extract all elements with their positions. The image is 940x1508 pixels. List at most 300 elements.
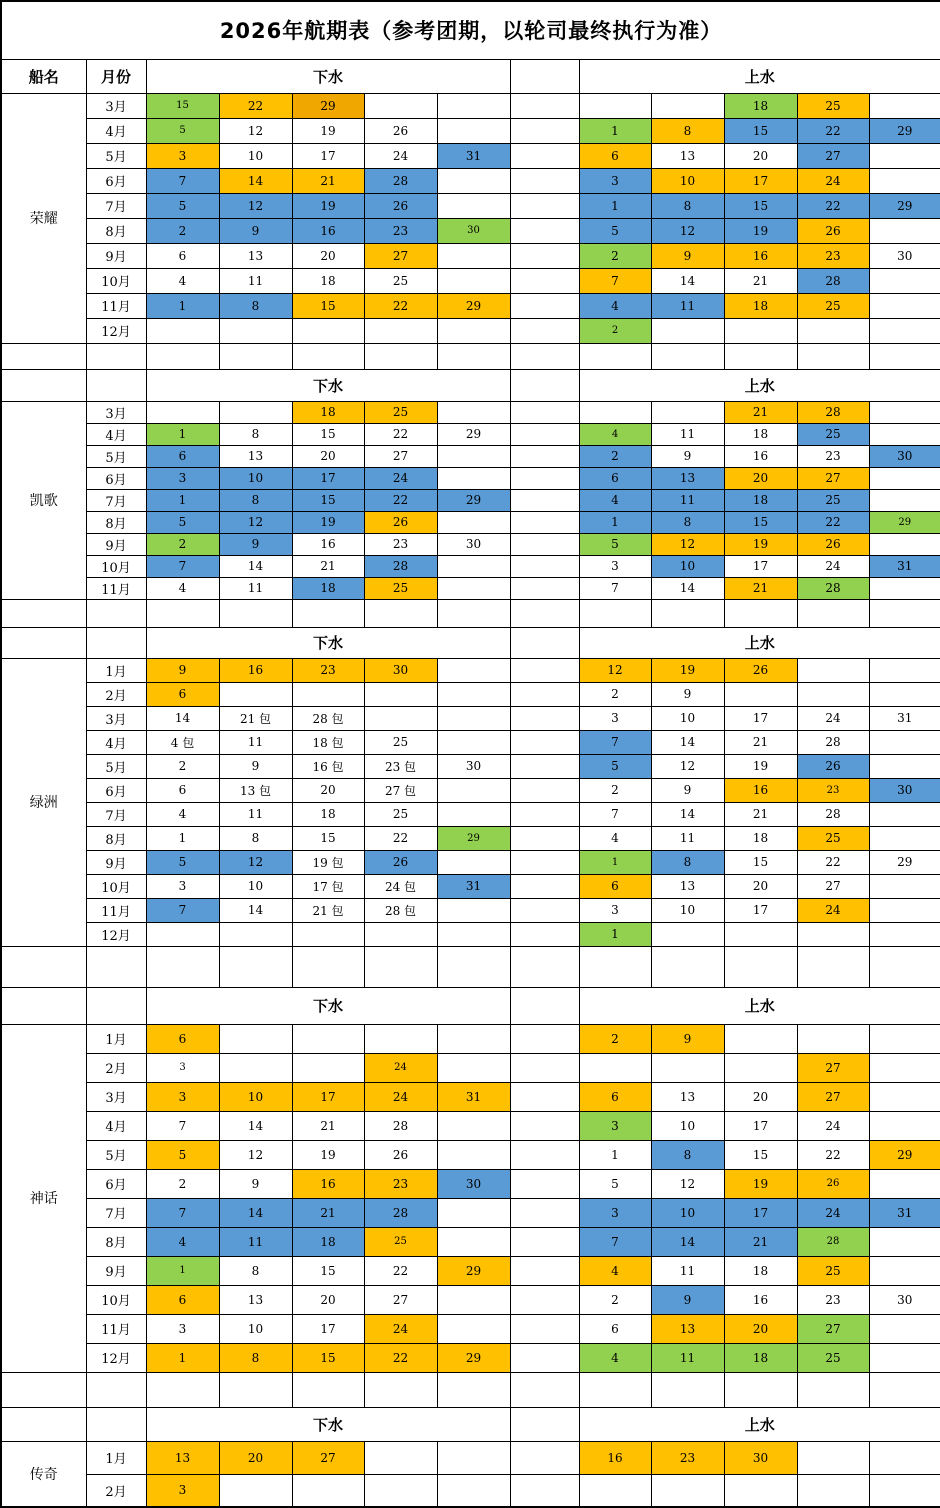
schedule-row [1, 243, 940, 268]
schedule-row [1, 318, 940, 343]
date-cell: 26 [364, 511, 437, 533]
separator-cell [510, 118, 579, 143]
date-cell: 2 [579, 778, 651, 802]
schedule-row [1, 706, 940, 730]
date-cell: 25 [797, 93, 869, 118]
schedule-row [1, 850, 940, 874]
date-cell: 27 [797, 874, 869, 898]
date-cell [724, 1053, 797, 1082]
spacer-cell [437, 599, 510, 627]
separator-cell [510, 268, 579, 293]
date-cell [869, 658, 940, 682]
date-cell [437, 318, 510, 343]
separator-cell [510, 445, 579, 467]
spacer-cell [797, 599, 869, 627]
month-cell: 8月 [86, 511, 146, 533]
date-cell: 1 [146, 489, 219, 511]
date-cell: 5 [146, 193, 219, 218]
date-cell: 22 [364, 293, 437, 318]
date-cell [869, 802, 940, 826]
section-header-row [1, 1407, 940, 1441]
separator-cell [510, 1441, 579, 1474]
date-cell: 14 [219, 168, 292, 193]
date-cell: 24 [797, 1198, 869, 1227]
date-cell: 6 [579, 1314, 651, 1343]
date-cell: 8 [651, 850, 724, 874]
date-cell [869, 1082, 940, 1111]
date-cell: 22 [364, 1256, 437, 1285]
date-cell: 22 [797, 1140, 869, 1169]
date-cell: 1 [579, 1140, 651, 1169]
date-cell: 21 包 [219, 706, 292, 730]
date-cell: 25 [364, 1227, 437, 1256]
separator-cell [510, 489, 579, 511]
date-cell [724, 682, 797, 706]
header-up: 上水 [579, 369, 940, 401]
date-cell: 3 [579, 168, 651, 193]
date-cell: 18 [724, 293, 797, 318]
separator-cell [510, 577, 579, 599]
date-cell: 28 包 [364, 898, 437, 922]
separator-cell [510, 1198, 579, 1227]
date-cell [437, 1285, 510, 1314]
schedule-row [1, 826, 940, 850]
schedule-row [1, 1169, 940, 1198]
date-cell: 25 [797, 293, 869, 318]
date-cell: 29 [869, 118, 940, 143]
date-cell: 27 [292, 1441, 364, 1474]
date-cell: 24 [797, 555, 869, 577]
separator-cell [510, 533, 579, 555]
date-cell: 15 [724, 118, 797, 143]
date-cell: 23 [797, 243, 869, 268]
date-cell: 13 [219, 1285, 292, 1314]
date-cell: 28 [797, 730, 869, 754]
spacer-cell [437, 343, 510, 369]
date-cell [724, 1024, 797, 1053]
date-cell: 3 [579, 1198, 651, 1227]
schedule-row [1, 577, 940, 599]
date-cell: 6 [579, 1082, 651, 1111]
date-cell: 12 [219, 511, 292, 533]
date-cell: 3 [146, 1082, 219, 1111]
month-cell: 6月 [86, 168, 146, 193]
spacer-cell [651, 946, 724, 987]
date-cell [219, 1053, 292, 1082]
spacer-row [1, 1372, 940, 1407]
date-cell [869, 1024, 940, 1053]
date-cell: 1 [146, 293, 219, 318]
separator-cell [510, 1169, 579, 1198]
spacer-cell [1, 599, 86, 627]
date-cell: 18 [724, 93, 797, 118]
spacer-cell [86, 946, 146, 987]
date-cell: 18 包 [292, 730, 364, 754]
date-cell [797, 922, 869, 946]
spacer-cell [724, 599, 797, 627]
date-cell: 4 [146, 1227, 219, 1256]
date-cell: 13 [146, 1441, 219, 1474]
schedule-row [1, 467, 940, 489]
separator-cell [510, 1227, 579, 1256]
date-cell: 3 [146, 467, 219, 489]
separator-cell [510, 802, 579, 826]
date-cell: 29 [869, 850, 940, 874]
date-cell: 29 [437, 423, 510, 445]
date-cell: 30 [869, 243, 940, 268]
date-cell: 24 [797, 1111, 869, 1140]
date-cell [869, 1314, 940, 1343]
date-cell: 14 [219, 1111, 292, 1140]
date-cell [869, 93, 940, 118]
date-cell: 25 [364, 401, 437, 423]
date-cell: 26 [797, 1169, 869, 1198]
date-cell: 16 [724, 778, 797, 802]
date-cell: 24 [364, 143, 437, 168]
separator-cell [510, 706, 579, 730]
spacer-cell [437, 946, 510, 987]
date-cell: 21 [292, 168, 364, 193]
date-cell: 20 [219, 1441, 292, 1474]
separator-cell [510, 193, 579, 218]
date-cell: 24 包 [364, 874, 437, 898]
separator-cell [510, 511, 579, 533]
date-cell: 20 [724, 467, 797, 489]
month-cell: 9月 [86, 243, 146, 268]
header-up: 上水 [579, 987, 940, 1024]
date-cell: 24 [797, 898, 869, 922]
date-cell: 20 [292, 243, 364, 268]
date-cell: 21 [292, 1111, 364, 1140]
separator-cell [510, 922, 579, 946]
schedule-row [1, 1140, 940, 1169]
month-cell: 11月 [86, 293, 146, 318]
schedule-row [1, 168, 940, 193]
date-cell: 24 [364, 1082, 437, 1111]
separator-cell [510, 1285, 579, 1314]
date-cell: 10 [651, 555, 724, 577]
date-cell [724, 922, 797, 946]
date-cell: 28 [364, 168, 437, 193]
date-cell [437, 577, 510, 599]
date-cell [724, 318, 797, 343]
date-cell [437, 168, 510, 193]
date-cell: 30 [869, 445, 940, 467]
date-cell: 13 [651, 1314, 724, 1343]
date-cell [437, 118, 510, 143]
date-cell [437, 850, 510, 874]
date-cell: 18 [724, 489, 797, 511]
date-cell: 11 [651, 826, 724, 850]
spacer-cell [869, 599, 940, 627]
date-cell: 16 [579, 1441, 651, 1474]
date-cell: 5 [146, 511, 219, 533]
spacer-cell [437, 1372, 510, 1407]
month-cell: 6月 [86, 1169, 146, 1198]
date-cell: 10 [651, 168, 724, 193]
date-cell [869, 1343, 940, 1372]
date-cell: 20 [724, 143, 797, 168]
date-cell: 5 [579, 218, 651, 243]
spacer-cell [724, 1372, 797, 1407]
date-cell [651, 318, 724, 343]
date-cell: 4 包 [146, 730, 219, 754]
date-cell: 8 [651, 193, 724, 218]
date-cell [869, 730, 940, 754]
date-cell: 27 [797, 1082, 869, 1111]
spacer-cell [1, 946, 86, 987]
header-month: 月份 [86, 59, 146, 93]
date-cell: 30 [364, 658, 437, 682]
date-cell: 30 [437, 1169, 510, 1198]
date-cell [364, 1474, 437, 1507]
date-cell: 17 包 [292, 874, 364, 898]
date-cell [364, 318, 437, 343]
date-cell: 7 [146, 168, 219, 193]
date-cell: 15 [292, 489, 364, 511]
separator-cell [510, 898, 579, 922]
separator-cell [510, 401, 579, 423]
date-cell: 25 [364, 730, 437, 754]
separator-cell [510, 1407, 579, 1441]
date-cell: 30 [437, 533, 510, 555]
date-cell: 13 包 [219, 778, 292, 802]
date-cell: 12 [579, 658, 651, 682]
date-cell: 21 [724, 577, 797, 599]
month-cell: 10月 [86, 1285, 146, 1314]
date-cell: 11 [219, 802, 292, 826]
date-cell: 2 [146, 1169, 219, 1198]
spacer-row [1, 946, 940, 987]
date-cell: 22 [364, 489, 437, 511]
date-cell: 5 [579, 754, 651, 778]
date-cell: 16 [292, 1169, 364, 1198]
date-cell: 6 [146, 243, 219, 268]
date-cell: 7 [579, 1227, 651, 1256]
date-cell: 4 [146, 802, 219, 826]
date-cell [437, 1140, 510, 1169]
month-cell: 5月 [86, 143, 146, 168]
date-cell: 11 [651, 1256, 724, 1285]
date-cell: 10 [219, 143, 292, 168]
separator-cell [510, 1343, 579, 1372]
date-cell: 30 [869, 1285, 940, 1314]
date-cell [364, 922, 437, 946]
separator-cell [510, 1140, 579, 1169]
date-cell [869, 577, 940, 599]
date-cell: 4 [146, 577, 219, 599]
schedule-row [1, 511, 940, 533]
date-cell: 15 [724, 193, 797, 218]
schedule-row [1, 802, 940, 826]
date-cell [869, 1227, 940, 1256]
ship-name-cell: 传奇 [1, 1441, 86, 1507]
date-cell: 16 包 [292, 754, 364, 778]
date-cell: 17 [724, 706, 797, 730]
date-cell [437, 511, 510, 533]
section-header-row [1, 627, 940, 658]
header-up: 上水 [579, 627, 940, 658]
date-cell: 6 [579, 874, 651, 898]
date-cell: 18 [292, 577, 364, 599]
date-cell: 28 [364, 1111, 437, 1140]
date-cell: 29 [437, 293, 510, 318]
month-cell: 12月 [86, 318, 146, 343]
schedule-row [1, 682, 940, 706]
header-ship: 船名 [1, 59, 86, 93]
ship-name-cell: 荣耀 [1, 93, 86, 343]
spacer-cell [364, 946, 437, 987]
date-cell: 22 [797, 193, 869, 218]
date-cell: 24 [364, 467, 437, 489]
date-cell: 13 [651, 467, 724, 489]
date-cell: 20 [724, 1314, 797, 1343]
date-cell: 25 [797, 826, 869, 850]
month-cell: 9月 [86, 1256, 146, 1285]
date-cell: 3 [579, 1111, 651, 1140]
date-cell [579, 401, 651, 423]
schedule-row [1, 730, 940, 754]
date-cell [869, 1441, 940, 1474]
date-cell: 15 [724, 850, 797, 874]
date-cell: 16 [724, 1285, 797, 1314]
date-cell [437, 467, 510, 489]
spacer-cell [869, 1372, 940, 1407]
separator-cell [510, 143, 579, 168]
date-cell: 10 [651, 706, 724, 730]
date-cell: 15 [724, 1140, 797, 1169]
schedule-row [1, 898, 940, 922]
spacer-cell [364, 343, 437, 369]
date-cell: 23 [364, 533, 437, 555]
date-cell: 10 [651, 1198, 724, 1227]
schedule-row [1, 658, 940, 682]
date-cell [869, 268, 940, 293]
month-cell: 12月 [86, 922, 146, 946]
date-cell: 19 [292, 118, 364, 143]
schedule-row [1, 1024, 940, 1053]
date-cell: 11 [651, 293, 724, 318]
date-cell: 18 [724, 1256, 797, 1285]
date-cell: 5 [146, 850, 219, 874]
date-cell: 17 [724, 1111, 797, 1140]
spacer-cell [364, 599, 437, 627]
date-cell: 22 [364, 423, 437, 445]
date-cell: 5 [579, 1169, 651, 1198]
date-cell: 2 [579, 318, 651, 343]
date-cell: 28 [364, 555, 437, 577]
date-cell: 18 [292, 1227, 364, 1256]
schedule-row [1, 423, 940, 445]
date-cell: 7 [579, 268, 651, 293]
date-cell: 6 [146, 445, 219, 467]
date-cell: 14 [146, 706, 219, 730]
month-cell: 2月 [86, 682, 146, 706]
spacer-cell [510, 946, 579, 987]
date-cell: 22 [219, 93, 292, 118]
separator-cell [510, 423, 579, 445]
date-cell: 19 [724, 1169, 797, 1198]
schedule-row [1, 118, 940, 143]
date-cell: 19 [651, 658, 724, 682]
date-cell: 18 [724, 423, 797, 445]
date-cell: 31 [437, 874, 510, 898]
month-cell: 2月 [86, 1053, 146, 1082]
spacer-cell [146, 1372, 219, 1407]
date-cell: 3 [579, 706, 651, 730]
date-cell: 14 [219, 1198, 292, 1227]
ship-name-cell: 绿洲 [1, 658, 86, 946]
date-cell [797, 1474, 869, 1507]
date-cell: 12 [219, 118, 292, 143]
date-cell: 18 [724, 1343, 797, 1372]
date-cell: 21 包 [292, 898, 364, 922]
date-cell: 6 [579, 143, 651, 168]
spacer-cell [797, 946, 869, 987]
spacer-cell [86, 1372, 146, 1407]
date-cell [437, 802, 510, 826]
date-cell [437, 243, 510, 268]
date-cell: 27 [797, 1314, 869, 1343]
date-cell: 18 [724, 826, 797, 850]
header-up: 上水 [579, 59, 940, 93]
date-cell: 21 [724, 401, 797, 423]
date-cell: 17 [292, 467, 364, 489]
date-cell [869, 1053, 940, 1082]
spacer-cell [579, 343, 651, 369]
schedule-row [1, 555, 940, 577]
separator-cell [510, 730, 579, 754]
date-cell [797, 318, 869, 343]
date-cell: 26 [797, 533, 869, 555]
date-cell [437, 1474, 510, 1507]
date-cell: 1 [579, 922, 651, 946]
date-cell: 31 [437, 143, 510, 168]
date-cell: 5 [146, 118, 219, 143]
date-cell [437, 1024, 510, 1053]
date-cell [579, 1474, 651, 1507]
date-cell: 21 [724, 802, 797, 826]
date-cell: 18 [292, 268, 364, 293]
header-month [86, 369, 146, 401]
date-cell: 8 [651, 1140, 724, 1169]
date-cell: 31 [869, 706, 940, 730]
month-cell: 8月 [86, 218, 146, 243]
date-cell: 17 [724, 1198, 797, 1227]
date-cell [869, 318, 940, 343]
ship-name-cell: 凯歌 [1, 401, 86, 599]
date-cell: 12 [651, 533, 724, 555]
separator-cell [510, 1474, 579, 1507]
month-cell: 12月 [86, 1343, 146, 1372]
date-cell [146, 922, 219, 946]
schedule-row [1, 1441, 940, 1474]
schedule-row [1, 93, 940, 118]
date-cell: 8 [219, 489, 292, 511]
schedule-row [1, 143, 940, 168]
date-cell: 19 [292, 193, 364, 218]
date-cell: 11 [219, 268, 292, 293]
date-cell: 13 [651, 1082, 724, 1111]
date-cell: 3 [146, 1474, 219, 1507]
schedule-row [1, 489, 940, 511]
date-cell [437, 898, 510, 922]
date-cell: 23 [651, 1441, 724, 1474]
date-cell: 3 [146, 1314, 219, 1343]
header-ship [1, 369, 86, 401]
date-cell: 12 [219, 850, 292, 874]
spacer-cell [86, 343, 146, 369]
